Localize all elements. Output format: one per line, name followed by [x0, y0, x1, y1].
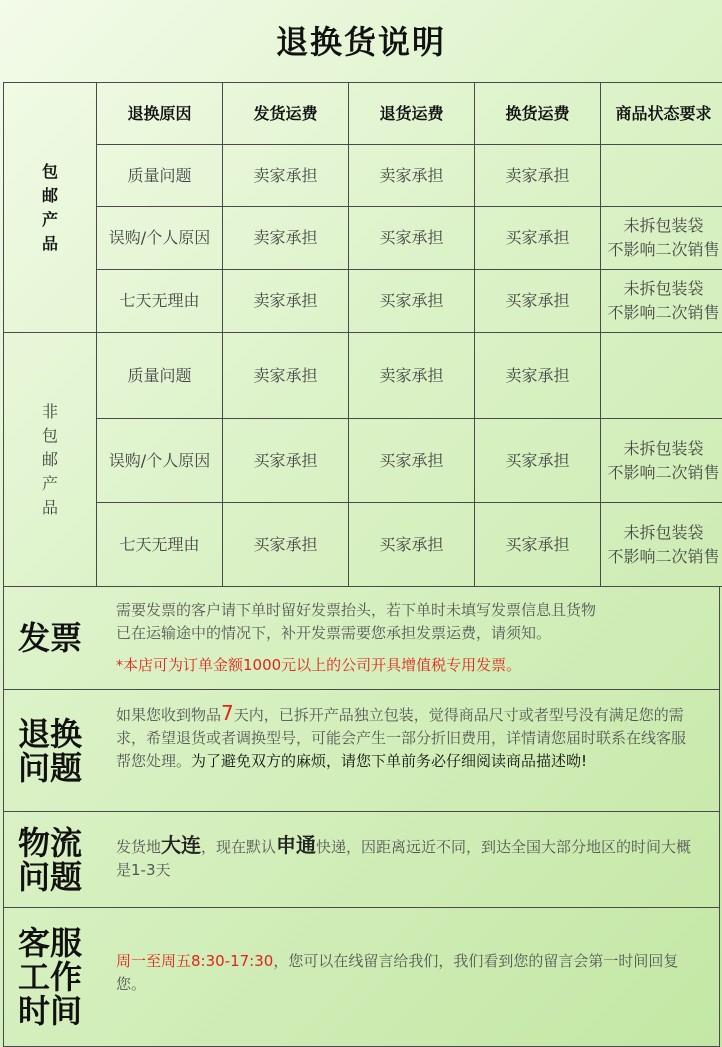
returns-text-part: 天内，已拆开产品独立包装，觉得商品尺寸或者型号没有满足您的需求，希望退货或者调换型号，可能会产生一部分折旧费用，详情请您届时联系在线客服帮您处理。	[116, 706, 687, 770]
status-line: 未拆包装袋	[623, 216, 704, 235]
logistics-courier: 申通	[276, 833, 317, 857]
status-line: 不影响二次销售	[607, 546, 720, 566]
group-label-char: 邮	[41, 185, 58, 205]
invoice-line: 已在运输途中的情况下，补开发票需要您承担发票运费，请须知。	[116, 624, 552, 642]
status-line: 不影响二次销售	[607, 240, 720, 259]
cell-return-fee: 买家承担	[349, 419, 475, 503]
cell-return-fee: 买家承担	[349, 503, 475, 587]
status-line: 未拆包装袋	[623, 438, 704, 458]
table-row	[4, 207, 722, 270]
cell-return-fee: 卖家承担	[349, 145, 475, 207]
group-label-free-shipping	[4, 83, 97, 333]
cell-status	[601, 270, 722, 333]
table-row	[4, 503, 722, 587]
table-row	[4, 145, 722, 207]
cell-exchange-fee: 卖家承担	[475, 145, 601, 207]
group-label-non-free-shipping	[4, 333, 97, 587]
cell-status	[601, 333, 722, 419]
cell-exchange-fee: 买家承担	[475, 270, 601, 333]
cell-return-fee: 卖家承担	[349, 333, 475, 419]
service-text-part: ，您可以在线留言给我们，我们看到您的留言会第一时间回复您。	[116, 952, 679, 993]
invoice-text	[116, 599, 697, 678]
status-line: 不影响二次销售	[607, 462, 720, 482]
table-header-row	[4, 83, 722, 145]
table-row	[4, 270, 722, 333]
label-line: 问题	[17, 748, 82, 787]
returns-section	[3, 690, 720, 812]
logistics-city: 大连	[161, 833, 202, 857]
page-title: 退换货说明	[275, 23, 446, 61]
header-status: 商品状态要求	[601, 83, 722, 145]
cell-exchange-fee: 买家承担	[475, 503, 601, 587]
status-line: 未拆包装袋	[623, 522, 704, 542]
header-reason: 退换原因	[97, 83, 223, 145]
cell-status	[601, 145, 722, 207]
header-return-fee: 退货运费	[349, 83, 475, 145]
service-hours: 周一至周五8:30-17:30	[116, 952, 274, 970]
invoice-label: 发票	[17, 618, 82, 657]
return-policy-table	[3, 82, 722, 587]
returns-warning: 为了避免双方的麻烦，请您下单前务必仔细阅读商品描述呦!	[191, 752, 588, 770]
returns-text	[116, 702, 697, 773]
cell-return-fee: 买家承担	[349, 207, 475, 270]
invoice-line: 需要发票的客户请下单时留好发票抬头，若下单时未填写发票信息且货物	[116, 601, 597, 619]
group-label-char: 包	[41, 161, 58, 181]
group-label-char: 产	[41, 473, 58, 493]
invoice-note-text: 本店可为订单金额1000元以上的公司开具增值税专用发票。	[123, 656, 522, 674]
status-line: 不影响二次销售	[607, 303, 720, 322]
group-label-char: 邮	[41, 449, 58, 469]
header-ship-fee: 发货运费	[223, 83, 349, 145]
label-line: 时间	[17, 992, 82, 1030]
cell-ship-fee: 卖家承担	[223, 207, 349, 270]
service-label	[4, 908, 96, 1046]
logistics-text-part: 发货地	[116, 838, 162, 856]
logistics-section	[3, 812, 720, 908]
logistics-text-part: ，现在默认	[201, 838, 277, 856]
cell-exchange-fee: 买家承担	[475, 207, 601, 270]
returns-text-part: 如果您收到物品	[116, 706, 222, 724]
service-text	[116, 950, 697, 996]
logistics-text	[116, 834, 697, 882]
cell-exchange-fee: 买家承担	[475, 419, 601, 503]
logistics-label	[4, 812, 96, 907]
table-row	[4, 333, 722, 419]
cell-reason: 七天无理由	[97, 503, 223, 587]
label-line: 工作	[17, 958, 82, 996]
group-label-char: 品	[41, 497, 58, 517]
service-section	[3, 908, 720, 1047]
returns-label	[4, 690, 96, 811]
group-label-char: 产	[41, 209, 58, 229]
label-line: 客服	[17, 924, 82, 962]
table-row	[4, 419, 722, 503]
cell-status	[601, 419, 722, 503]
label-line: 问题	[17, 857, 82, 896]
cell-reason: 质量问题	[97, 145, 223, 207]
note-star: *	[116, 658, 123, 674]
cell-ship-fee: 卖家承担	[223, 270, 349, 333]
cell-status	[601, 207, 722, 270]
status-line: 未拆包装袋	[623, 279, 704, 298]
cell-reason: 七天无理由	[97, 270, 223, 333]
cell-reason: 质量问题	[97, 333, 223, 419]
cell-ship-fee: 卖家承担	[223, 145, 349, 207]
cell-return-fee: 买家承担	[349, 270, 475, 333]
logistics-text-part: 快递，因距离远近不同，到达全国大部分地区的时间大概是1-3天	[116, 838, 692, 879]
cell-reason: 误购/个人原因	[97, 419, 223, 503]
cell-status	[601, 503, 722, 587]
invoice-note	[116, 654, 697, 678]
group-label-char: 品	[41, 233, 58, 253]
cell-exchange-fee: 卖家承担	[475, 333, 601, 419]
cell-ship-fee: 买家承担	[223, 419, 349, 503]
invoice-section	[3, 586, 720, 690]
group-label-char: 非	[41, 401, 58, 421]
group-label-char: 包	[41, 425, 58, 445]
header-exchange-fee: 换货运费	[475, 83, 601, 145]
returns-days: 7	[221, 701, 234, 725]
label-line: 物流	[17, 823, 82, 862]
cell-reason: 误购/个人原因	[97, 207, 223, 270]
label-line: 退换	[17, 714, 82, 753]
cell-ship-fee: 卖家承担	[223, 333, 349, 419]
cell-ship-fee: 买家承担	[223, 503, 349, 587]
